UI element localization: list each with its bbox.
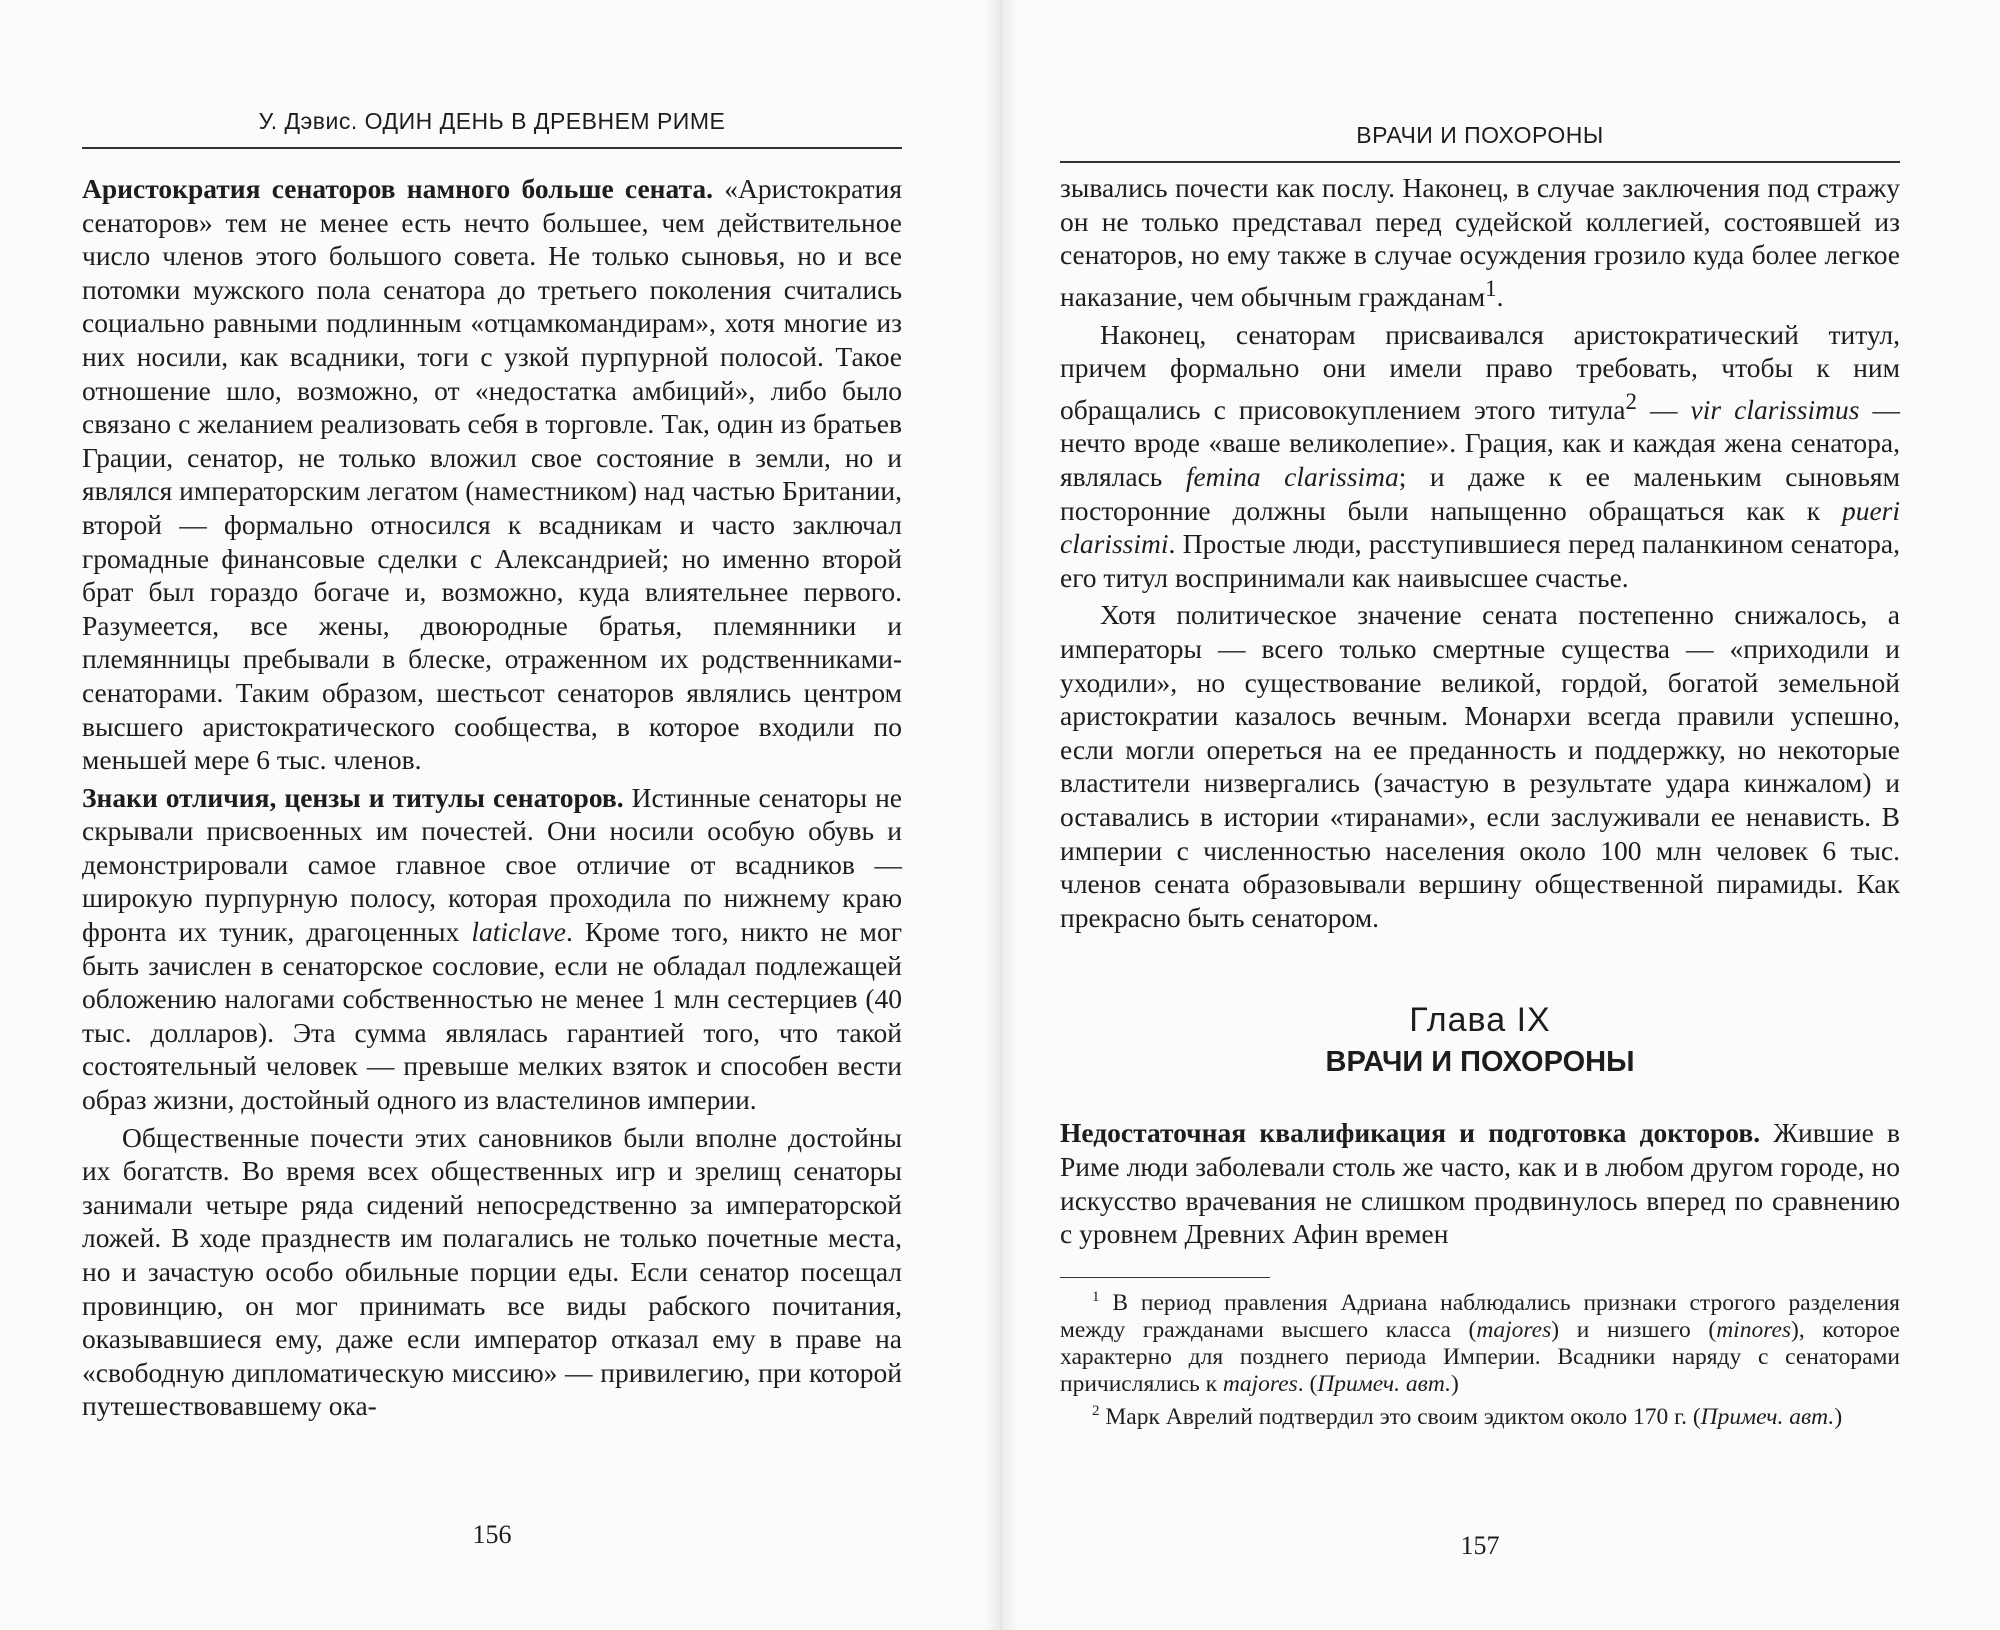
footnote-2: $^2$ Марк Аврелий подтвердил это своим эдиктом около 170 г. (Примеч. авт.) (1092, 1402, 1843, 1430)
left-page-number: 156 (472, 1520, 512, 1549)
right-paragraph-2: Наконец, сенаторам присваивался аристократический титул, причем формально они имели право требовать, чтобы к ним обращались с присовокуплением этого титула$^2$ — vir clarissimus — нечто вроде «ваше великолепие». Грация, как и каждая жена сенатора, являлась femina clarissima; и даже к ее маленьким сыновьям посторонние должны были напыщенно обращаться как к pueri clarissimi. Простые люди, расступившиеся перед паланкином сенатора, его титул воспринимали как наивысшее счастье. (1060, 318, 1901, 593)
left-page-body (82, 172, 902, 1423)
chapter-number: Глава IX (1409, 1001, 1551, 1040)
left-paragraph-2: Знаки отличия, цензы и титулы сенаторов. Истинные сенаторы не скрывали присвоенных им почестей. Они носили особую обувь и демонстрировали самое главное свое отличие от всадников — широкую пурпурную полосу, которая проходила по нижнему краю фронта их туник, драгоценных laticlave. Кроме того, никто не мог быть зачислен в сенаторское сословие, если не обладал подлежащей обложению налогами собственностью не менее 1 млн сестерциев (40 тыс. долларов). Эта сумма являлась гарантией того, что такой состоятельный человек — превыше мелких взяток и способен вести образ жизни, достойный одного из властелинов империи. (82, 781, 902, 1116)
chapter-heading (1060, 998, 1900, 1082)
section-heading-insignia: Знаки отличия, цензы и титулы сенаторов. (82, 781, 624, 813)
right-running-head: ВРАЧИ И ПОХОРОНЫ (1060, 122, 1900, 163)
footnote-1: $^1$ В период правления Адриана наблюдались признаки строгого разделения между гражданами высшего класса (majores) и низшего (minores), которое характерно для позднего периода Империи. Всадники наряду с сенаторами причислялись к majores. (Примеч. авт.) (1060, 1288, 1900, 1397)
footnote-ref-2: 2 (1625, 388, 1637, 414)
section-heading-aristocracy: Аристократия сенаторов намного больше сената. (82, 173, 714, 204)
book-gutter (984, 0, 1018, 1630)
right-page (1060, 0, 1901, 1560)
section-heading-doctors: Недостаточная квалификация и подготовка докторов. (1060, 1117, 1761, 1149)
footnote-rule (1060, 1277, 1270, 1278)
footnotes (1060, 1284, 1900, 1431)
left-page (82, 0, 902, 1549)
right-paragraph-1: зывались почести как послу. Наконец, в случае заключения под стражу он не только представал перед судейской коллегией, состоявшей из сенаторов, но ему также в случае осуждения грозило куда более легкое наказание, чем обычным гражданам$^1$. (1060, 172, 1900, 312)
right-paragraph-4: Недостаточная квалификация и подготовка докторов. Жившие в Риме люди заболевали столь же часто, как и в любом другом городе, но искусство врачевания не слишком продвинулось вперед по сравнению с уровнем Древних Афин времен (1060, 1117, 1900, 1250)
footnote-ref-1: 1 (1485, 275, 1497, 301)
left-running-head: У. Дэвис. ОДИН ДЕНЬ В ДРЕВНЕМ РИМЕ (82, 108, 902, 149)
chapter-body (1060, 1116, 1900, 1250)
right-page-number: 157 (1460, 1531, 1500, 1560)
left-paragraph-3: Общественные почести этих сановников были вполне достойны их богатств. Во время всех общественных игр и зрелищ сенаторы занимали четыре ряда сидений непосредственно за императорской ложей. В ходе празднеств им полагались не только почетные места, но и зачастую особо обильные порции еды. Если сенатор посещал провинцию, он мог принимать все виды рабского почитания, оказывавшиеся ему, даже если император отказал ему в праве на «свободную дипломатическую миссию» — привилегию, при которой путешествовавшему ока- (82, 1121, 902, 1422)
right-page-body (1060, 171, 1900, 934)
left-paragraph-1: Аристократия сенаторов намного больше сената. «Аристократия сенаторов» тем не менее есть нечто большее, чем действительное число членов этого большого совета. Не только сыновья, но и все потомки мужского пола сенатора до третьего поколения считались социально равными подлинным «отцамкомандирам», хотя многие из них носили, как всадники, тоги с узкой пурпурной полосой. Такое отношение шло, возможно, от «недостатка амбиций», либо было связано с желанием реализовать себя в торговле. Так, один из братьев Грации, сенатор, не только вложил свое состояние в земли, но и являлся императорским легатом (наместником) над частью Британии, второй — формально относился к всадникам и часто заключал громадные финансовые сделки с Александрией; но именно второй брат был гораздо богаче и, возможно, куда влиятельнее первого. Разумеется, все жены, двоюродные братья, племянники и племянницы пребывали в блеске, отраженном их родственниками-сенаторами. Таким образом, шестьсот сенаторов являлись центром высшего аристократического сообщества, в которое входили по меньшей мере 6 тыс. членов. (82, 173, 902, 776)
chapter-title: ВРАЧИ И ПОХОРОНЫ (1325, 1046, 1635, 1079)
right-paragraph-3: Хотя политическое значение сената постепенно снижалось, а императоры — всего только смертные существа — «приходили и уходили», но существование великой, гордой, богатой земельной аристократии казалось вечным. Монархи всегда правили успешно, если могли опереться на ее преданность и поддержку, но некоторые властители низвергались (зачастую в результате удара кинжалом) и оставались в истории «тиранами», если заслуживали ее ненависть. В империи с численностью населения около 100 млн человек 6 тыс. членов сената образовывали вершину общественной пирамиды. Как прекрасно быть сенатором. (1060, 599, 1900, 933)
